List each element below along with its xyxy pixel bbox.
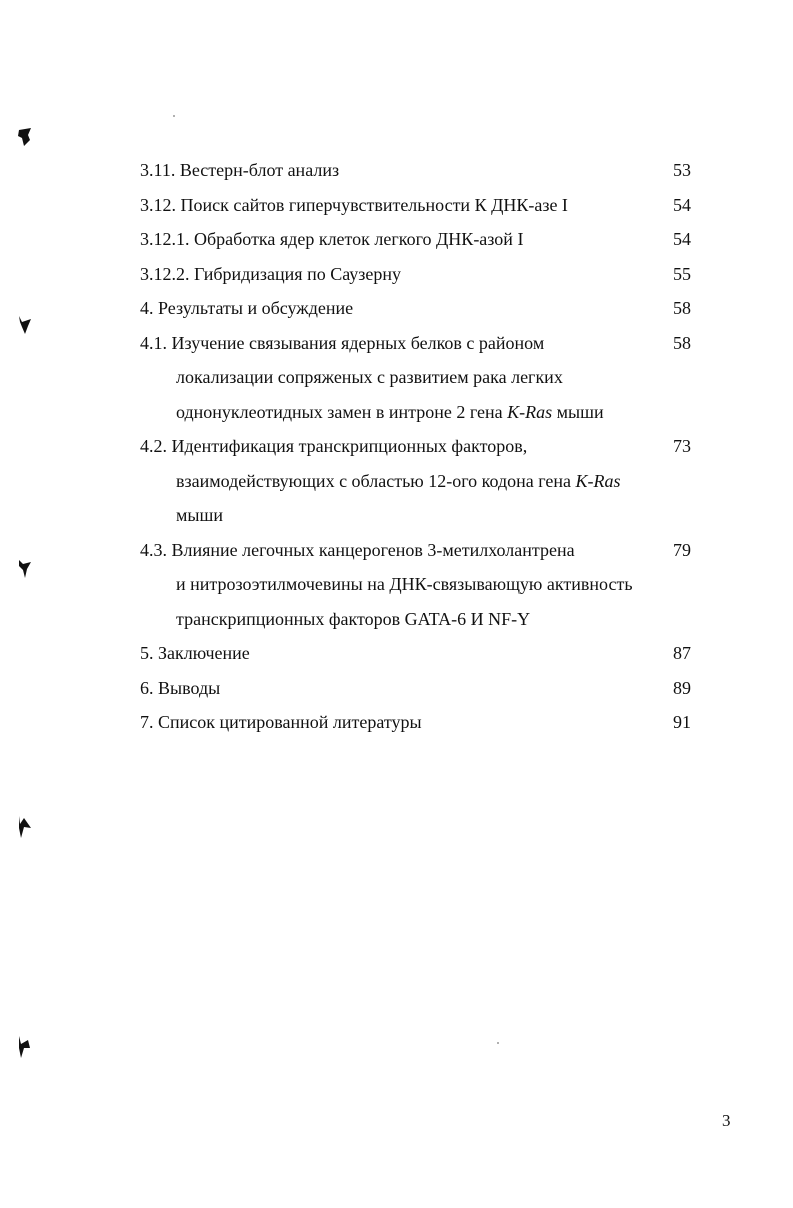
scan-speck [173, 115, 175, 117]
toc-page-number: 79 [673, 539, 691, 560]
toc-page-number: 55 [673, 263, 691, 284]
binding-hole-mark [16, 126, 34, 148]
toc-entry-continuation [140, 364, 691, 399]
toc-entry-continuation [140, 606, 691, 641]
toc-entry [140, 157, 691, 192]
toc-entry-text: транскрипционных факторов GATA-6 И NF-Y [176, 608, 531, 629]
toc-entry-text: мыши [176, 505, 223, 525]
toc-entry-continuation [140, 571, 691, 606]
toc-page-number: 87 [673, 643, 691, 663]
toc-entry [140, 295, 691, 330]
toc-page-number: 54 [673, 194, 691, 215]
toc-entry-text: 4. Результаты и обсуждение [140, 298, 354, 318]
toc-entry-continuation [140, 468, 691, 503]
toc-entry [140, 640, 691, 675]
toc-entry-text: 7. Список цитированной литературы [140, 712, 422, 732]
binding-hole-mark [16, 1034, 34, 1056]
toc-entry-text: 3.12.1. Обработка ядер клеток легкого ДНК-азой I [140, 229, 524, 249]
toc-entry-text: 3.11. Вестерн-блот анализ [140, 160, 340, 180]
toc-page-number: 58 [673, 298, 691, 318]
page-number: 3 [722, 1111, 731, 1130]
toc-entry [140, 433, 691, 468]
toc-entry [140, 330, 691, 365]
toc-page-number: 91 [673, 712, 691, 732]
table-of-contents [140, 157, 691, 744]
toc-entry-text: 4.3. Влияние легочных канцерогенов 3-метилхолантрена [140, 539, 575, 560]
toc-entry [140, 709, 691, 744]
toc-entry-text: однонуклеотидных замен в интроне 2 гена [176, 401, 508, 422]
toc-entry-continuation [140, 502, 691, 537]
scan-speck [497, 1042, 499, 1044]
toc-page-number: 53 [673, 160, 691, 180]
toc-entry-text: 6. Выводы [140, 677, 221, 698]
toc-entry-text: мыши [552, 401, 604, 422]
toc-entry-text: 3.12.2. Гибридизация по Саузерну [140, 263, 402, 284]
toc-page-number: 58 [673, 332, 691, 353]
toc-entry [140, 192, 691, 227]
binding-hole-mark [16, 314, 34, 336]
toc-page-number: 54 [673, 229, 691, 249]
toc-entry-text: 4.2. Идентификация транскрипционных факторов, [140, 436, 528, 456]
toc-page-number: 89 [673, 677, 691, 698]
gene-name: K-Ras [507, 401, 553, 422]
toc-entry-text: 4.1. Изучение связывания ядерных белков с районом [140, 332, 545, 353]
toc-entry-continuation [140, 399, 691, 434]
toc-entry [140, 537, 691, 572]
toc-page-number: 73 [673, 436, 691, 456]
toc-entry-text: 5. Заключение [140, 643, 250, 663]
binding-hole-mark [16, 558, 34, 580]
toc-entry [140, 261, 691, 296]
toc-entry-text: взаимодействующих с областью 12-ого кодона гена [176, 470, 576, 491]
toc-entry [140, 226, 691, 261]
gene-name: K-Ras [575, 470, 621, 491]
toc-entry-text: и нитрозоэтилмочевины на ДНК-связывающую активность [176, 574, 633, 594]
toc-entry-text: 3.12. Поиск сайтов гиперчувствительности К ДНК-азе I [140, 194, 568, 215]
binding-hole-mark [16, 814, 34, 836]
toc-entry-text: локализации сопряженых с развитием рака легких [176, 367, 563, 387]
toc-entry [140, 675, 691, 710]
